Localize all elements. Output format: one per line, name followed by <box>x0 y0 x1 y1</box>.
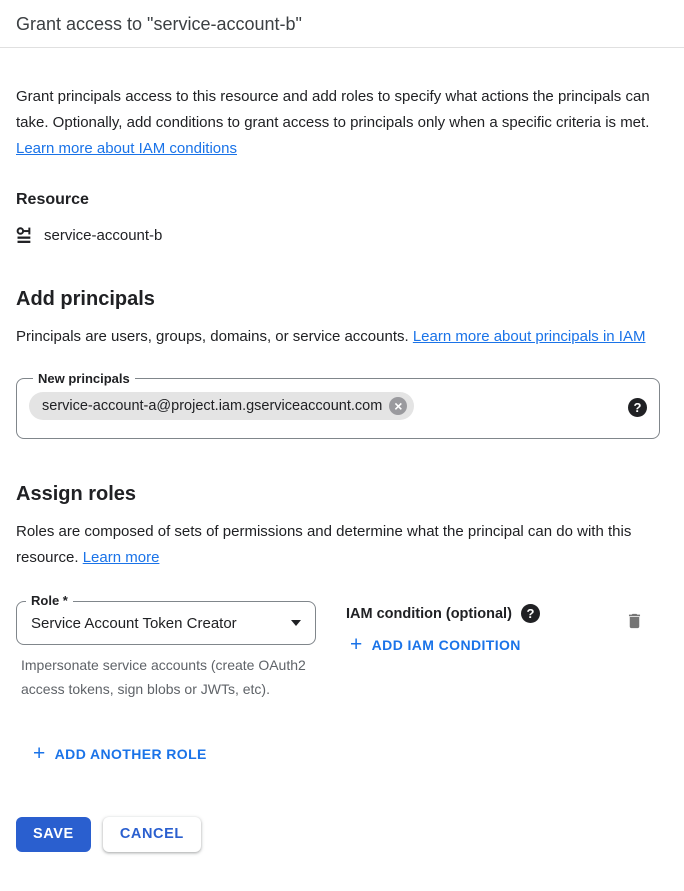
role-helper-text: Impersonate service accounts (create OAuth2 access tokens, sign blobs or JWTs, etc). <box>21 657 306 697</box>
add-another-role-button[interactable] <box>27 741 213 767</box>
service-account-icon <box>16 226 35 244</box>
delete-role-button[interactable] <box>623 609 646 636</box>
assign-roles-heading: Assign roles <box>16 483 137 505</box>
save-button[interactable]: SAVE <box>16 817 91 852</box>
principals-learn-more-link[interactable]: Learn more about principals in IAM <box>412 328 646 345</box>
role-select-label: Role * <box>26 593 73 608</box>
principal-chip-value: service-account-a@project.iam.gserviceaccount.com <box>42 398 383 414</box>
iam-condition-column <box>346 601 623 658</box>
roles-learn-more-link[interactable]: Learn more <box>82 549 160 566</box>
dialog-title: Grant access to "service-account-b" <box>16 14 302 34</box>
dialog-actions <box>16 817 660 852</box>
roles-description-text: Roles are composed of sets of permissions and determine what the principal can do with this resource. <box>16 523 632 566</box>
role-row <box>16 593 660 701</box>
intro-paragraph <box>16 84 660 162</box>
intro-text: Grant principals access to this resource and add roles to specify what actions the principals can take. Optionally, add conditions to grant access to principals only when a specific criteria is met. <box>16 88 650 131</box>
iam-condition-label: IAM condition (optional) <box>346 605 512 622</box>
plus-icon: + <box>33 742 46 765</box>
role-column <box>16 593 316 701</box>
iam-condition-label-row <box>346 604 623 623</box>
resource-heading: Resource <box>16 191 89 208</box>
new-principals-inner <box>29 392 647 420</box>
iam-condition-help-icon[interactable]: ? <box>521 604 540 623</box>
resource-row <box>16 226 660 244</box>
add-iam-condition-label: ADD IAM CONDITION <box>371 637 521 653</box>
trash-icon <box>625 611 644 631</box>
plus-icon: + <box>350 633 363 656</box>
new-principals-field[interactable] <box>16 371 660 439</box>
dialog-content <box>0 84 684 852</box>
principals-description <box>16 324 660 350</box>
dialog-header <box>0 0 684 48</box>
roles-description <box>16 519 660 571</box>
add-principals-heading: Add principals <box>16 288 155 310</box>
new-principals-label: New principals <box>38 371 130 386</box>
resource-name: service-account-b <box>44 226 163 244</box>
dropdown-arrow-icon <box>291 620 301 626</box>
role-select-value: Service Account Token Creator <box>31 614 237 632</box>
chip-close-icon[interactable]: × <box>389 397 407 415</box>
role-select[interactable] <box>16 593 316 645</box>
cancel-button[interactable]: CANCEL <box>103 817 201 852</box>
principals-description-text: Principals are users, groups, domains, or service accounts. <box>16 328 413 345</box>
principal-chip[interactable] <box>29 392 414 420</box>
iam-conditions-link[interactable]: Learn more about IAM conditions <box>16 140 237 157</box>
add-another-role-label: ADD ANOTHER ROLE <box>54 746 207 762</box>
principals-help-icon[interactable]: ? <box>628 398 647 417</box>
add-iam-condition-button[interactable] <box>344 632 527 658</box>
